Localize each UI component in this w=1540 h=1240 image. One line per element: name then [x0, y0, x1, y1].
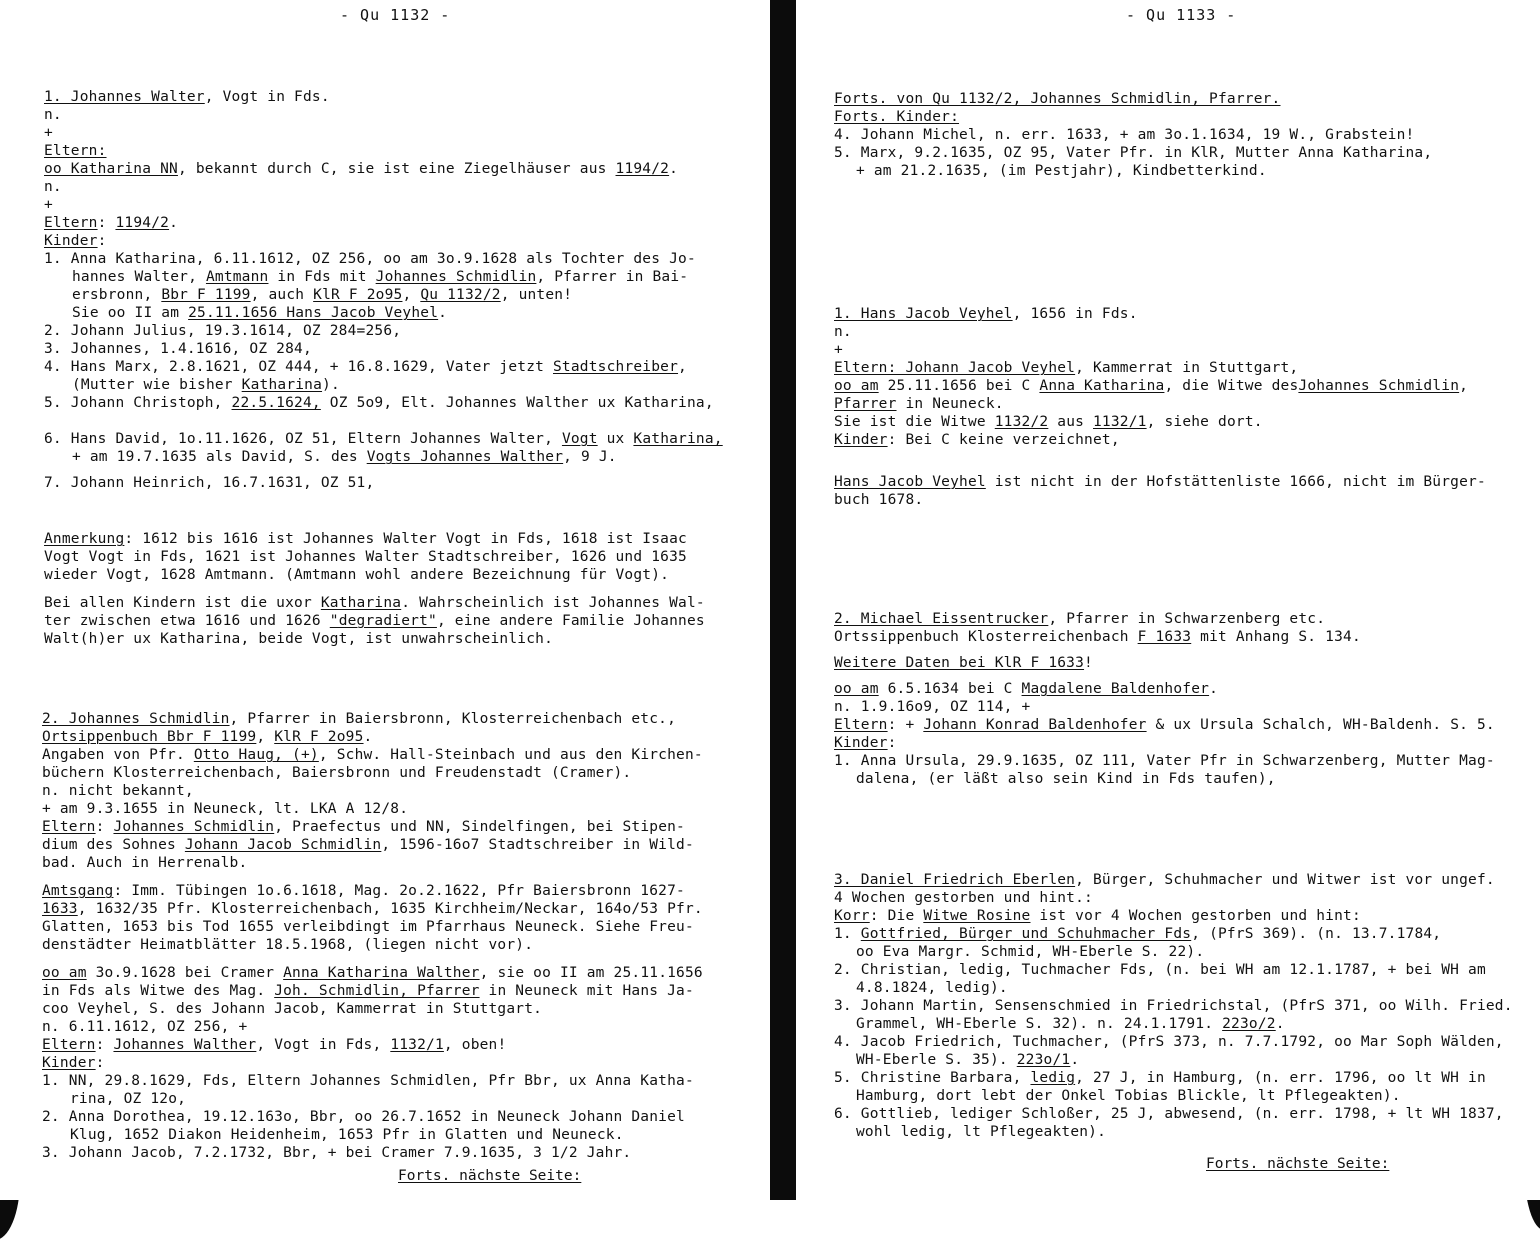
entry-daniel-friedrich-eberlen: [834, 871, 1513, 1141]
child-line: 6. Gottlieb, lediger Schloßer, 25 J, abwesend, (n. err. 1798, + lt WH 1837,: [834, 1106, 1504, 1122]
text-line: büchern Klosterreichenbach, Baiersbronn und Freudenstadt (Cramer).: [42, 765, 632, 781]
child-line: Grammel, WH-Eberle S. 32). n. 24.1.1791. 223o/2.: [856, 1016, 1285, 1032]
text-line: n. 1.9.16o9, OZ 114, +: [834, 699, 1031, 715]
page-header: - Qu 1132 -: [340, 6, 451, 24]
child-line: 3. Johannes, 1.4.1616, OZ 284,: [44, 341, 312, 357]
text-line: Eltern: Johann Jacob Veyhel, Kammerrat in Stuttgart,: [834, 360, 1299, 376]
page-footer: Forts. nächste Seite:: [1206, 1156, 1390, 1172]
child-line: 5. Johann Christoph, 22.5.1624, OZ 5o9, Elt. Johannes Walther ux Katharina,: [44, 395, 714, 411]
text-line: oo Katharina NN, bekannt durch C, sie ist eine Ziegelhäuser aus 1194/2.: [44, 161, 679, 177]
text-line: Kinder:: [42, 1055, 105, 1071]
book-gutter: [770, 0, 796, 1200]
text-line: Kinder:: [44, 233, 107, 249]
text-line: Ortssippenbuch Klosterreichenbach F 1633 mit Anhang S. 134.: [834, 629, 1361, 645]
child-line: WH-Eberle S. 35). 223o/1.: [856, 1052, 1080, 1068]
entry-title: 1. Johannes Walter, Vogt in Fds.: [44, 89, 330, 105]
text-line: ter zwischen etwa 1616 und 1626 "degradiert", eine andere Familie Johannes: [44, 613, 705, 629]
entry-hans-jacob-veyhel: [834, 305, 1486, 509]
spacer: [834, 672, 1495, 680]
child-line: 6. Hans David, 1o.11.1626, OZ 51, Eltern Johannes Walter, Vogt ux Katharina,: [44, 431, 723, 447]
text-line: Ortsippenbuch Bbr F 1199, KlR F 2o95.: [42, 729, 373, 745]
child-line: 1. Anna Ursula, 29.9.1635, OZ 111, Vater Pfr in Schwarzenberg, Mutter Mag-: [834, 753, 1495, 769]
spacer: [44, 412, 723, 430]
entry-title: 2. Johannes Schmidlin, Pfarrer in Baiersbronn, Klosterreichenbach etc.,: [42, 711, 677, 727]
page-footer: Forts. nächste Seite:: [398, 1168, 582, 1184]
child-line: 1. Gottfried, Bürger und Schuhmacher Fds, (PfrS 369). (n. 13.7.1784,: [834, 926, 1442, 942]
text-line: Bei allen Kindern ist die uxor Katharina. Wahrscheinlich ist Johannes Wal-: [44, 595, 705, 611]
text-line: Eltern:: [44, 143, 107, 159]
child-line: 4. Johann Michel, n. err. 1633, + am 3o.1.1634, 19 W., Grabstein!: [834, 127, 1415, 143]
text-line: denstädter Heimatblätter 18.5.1968, (liegen nicht vor).: [42, 937, 534, 953]
text-line: Anmerkung: 1612 bis 1616 ist Johannes Walter Vogt in Fds, 1618 ist Isaac: [44, 531, 687, 547]
child-line: 2. Christian, ledig, Tuchmacher Fds, (n. bei WH am 12.1.1787, + bei WH am: [834, 962, 1486, 978]
child-line: Hamburg, dort lebt der Onkel Tobias Blickle, lt Pflegeakten).: [856, 1088, 1401, 1104]
text-line: Walt(h)er ux Katharina, beide Vogt, ist unwahrscheinlich.: [44, 631, 553, 647]
right-page: [796, 0, 1540, 1200]
text-line: +: [834, 342, 843, 358]
child-line: 5. Christine Barbara, ledig, 27 J, in Hamburg, (n. err. 1796, oo lt WH in: [834, 1070, 1486, 1086]
text-line: Eltern: 1194/2.: [44, 215, 178, 231]
child-line: (Mutter wie bisher Katharina).: [72, 377, 340, 393]
entry-johannes-walter: [44, 88, 723, 492]
child-line: 1. NN, 29.8.1629, Fds, Eltern Johannes Schmidlen, Pfr Bbr, ux Anna Katha-: [42, 1073, 694, 1089]
text-line: Eltern: Johannes Schmidlin, Praefectus und NN, Sindelfingen, bei Stipen-: [42, 819, 685, 835]
child-line: 4. Jacob Friedrich, Tuchmacher, (PfrS 373, n. 7.7.1792, oo Mar Soph Wälden,: [834, 1034, 1504, 1050]
text-line: Eltern: + Johann Konrad Baldenhofer & ux Ursula Schalch, WH-Baldenh. S. 5.: [834, 717, 1495, 733]
note-block: [44, 530, 705, 648]
text-line: Forts. Kinder:: [834, 109, 960, 125]
entry-michael-eissentrucker: [834, 610, 1495, 788]
spacer: [42, 872, 703, 882]
text-line: Hans Jacob Veyhel ist nicht in der Hofstättenliste 1666, nicht im Bürger-: [834, 474, 1486, 490]
child-line: Klug, 1652 Diakon Heidenheim, 1653 Pfr in Glatten und Neuneck.: [70, 1127, 624, 1143]
child-line: ersbronn, Bbr F 1199, auch KlR F 2o95, Qu 1132/2, unten!: [72, 287, 573, 303]
child-line: 3. Johann Martin, Sensenschmied in Friedrichstal, (PfrS 371, oo Wilh. Fried.: [834, 998, 1513, 1014]
text-line: Kinder:: [834, 735, 897, 751]
text-line: buch 1678.: [834, 492, 924, 508]
spacer: [44, 466, 723, 474]
text-line: Kinder: Bei C keine verzeichnet,: [834, 432, 1120, 448]
text-line: Sie ist die Witwe 1132/2 aus 1132/1, siehe dort.: [834, 414, 1263, 430]
text-line: in Fds als Witwe des Mag. Joh. Schmidlin, Pfarrer in Neuneck mit Hans Ja-: [42, 983, 694, 999]
text-line: n. 6.11.1612, OZ 256, +: [42, 1019, 248, 1035]
text-line: Korr: Die Witwe Rosine ist vor 4 Wochen gestorben und hint:: [834, 908, 1361, 924]
child-line: + am 21.2.1635, (im Pestjahr), Kindbetterkind.: [856, 163, 1267, 179]
entry-johannes-schmidlin: [42, 710, 703, 1162]
spacer: [834, 646, 1495, 654]
child-line: oo Eva Margr. Schmid, WH-Eberle S. 22).: [856, 944, 1205, 960]
text-line: Amtsgang: Imm. Tübingen 1o.6.1618, Mag. 2o.2.1622, Pfr Baiersbronn 1627-: [42, 883, 685, 899]
text-line: oo am 6.5.1634 bei C Magdalene Baldenhofer.: [834, 681, 1219, 697]
child-line: + am 19.7.1635 als David, S. des Vogts Johannes Walther, 9 J.: [72, 449, 617, 465]
child-line: 4.8.1824, ledig).: [856, 980, 1008, 996]
child-line: rina, OZ 12o,: [70, 1091, 187, 1107]
text-line: n. nicht bekannt,: [42, 783, 194, 799]
text-line: n.: [44, 107, 62, 123]
child-line: Sie oo II am 25.11.1656 Hans Jacob Veyhel.: [72, 305, 448, 321]
text-line: 4 Wochen gestorben und hint.:: [834, 890, 1093, 906]
spacer: [44, 584, 705, 594]
spacer: [834, 449, 1486, 473]
child-line: wohl ledig, lt Pflegeakten).: [856, 1124, 1107, 1140]
text-line: dium des Sohnes Johann Jacob Schmidlin, 1596-16o7 Stadtschreiber in Wild-: [42, 837, 694, 853]
child-line: 7. Johann Heinrich, 16.7.1631, OZ 51,: [44, 475, 375, 491]
text-line: Forts. von Qu 1132/2, Johannes Schmidlin, Pfarrer.: [834, 91, 1281, 107]
child-line: hannes Walter, Amtmann in Fds mit Johannes Schmidlin, Pfarrer in Bai-: [72, 269, 689, 285]
left-page: [0, 0, 770, 1200]
spacer: [42, 954, 703, 964]
text-line: + am 9.3.1655 in Neuneck, lt. LKA A 12/8.: [42, 801, 409, 817]
child-line: dalena, (er läßt also sein Kind in Fds taufen),: [856, 771, 1276, 787]
entry-title: 1. Hans Jacob Veyhel, 1656 in Fds.: [834, 306, 1138, 322]
text-line: Angaben von Pfr. Otto Haug, (+), Schw. Hall-Steinbach und aus den Kirchen-: [42, 747, 703, 763]
text-line: Pfarrer in Neuneck.: [834, 396, 1004, 412]
text-line: n.: [834, 324, 852, 340]
continuation-block: [834, 90, 1432, 180]
text-line: oo am 25.11.1656 bei C Anna Katharina, die Witwe desJohannes Schmidlin,: [834, 378, 1469, 394]
child-line: 5. Marx, 9.2.1635, OZ 95, Vater Pfr. in KlR, Mutter Anna Katharina,: [834, 145, 1433, 161]
page-header: - Qu 1133 -: [1126, 6, 1237, 24]
text-line: +: [44, 125, 53, 141]
text-line: Vogt Vogt in Fds, 1621 ist Johannes Walter Stadtschreiber, 1626 und 1635: [44, 549, 687, 565]
entry-title: 2. Michael Eissentrucker, Pfarrer in Schwarzenberg etc.: [834, 611, 1326, 627]
text-line: oo am 3o.9.1628 bei Cramer Anna Katharina Walther, sie oo II am 25.11.1656: [42, 965, 703, 981]
text-line: n.: [44, 179, 62, 195]
text-line: 1633, 1632/35 Pfr. Klosterreichenbach, 1635 Kirchheim/Neckar, 164o/53 Pfr.: [42, 901, 703, 917]
text-line: +: [44, 197, 53, 213]
text-line: coo Veyhel, S. des Johann Jacob, Kammerrat in Stuttgart.: [42, 1001, 543, 1017]
entry-title: 3. Daniel Friedrich Eberlen, Bürger, Schuhmacher und Witwer ist vor ungef.: [834, 872, 1495, 888]
text-line: wieder Vogt, 1628 Amtmann. (Amtmann wohl andere Bezeichnung für Vogt).: [44, 567, 670, 583]
child-line: 1. Anna Katharina, 6.11.1612, OZ 256, oo am 3o.9.1628 als Tochter des Jo-: [44, 251, 696, 267]
child-line: 2. Johann Julius, 19.3.1614, OZ 284=256,: [44, 323, 402, 339]
text-line: Glatten, 1653 bis Tod 1655 verleibdingt im Pfarrhaus Neuneck. Siehe Freu-: [42, 919, 694, 935]
text-line: bad. Auch in Herrenalb.: [42, 855, 248, 871]
child-line: 2. Anna Dorothea, 19.12.163o, Bbr, oo 26.7.1652 in Neuneck Johann Daniel: [42, 1109, 685, 1125]
text-line: Weitere Daten bei KlR F 1633!: [834, 655, 1093, 671]
text-line: Eltern: Johannes Walther, Vogt in Fds, 1132/1, oben!: [42, 1037, 507, 1053]
child-line: 3. Johann Jacob, 7.2.1732, Bbr, + bei Cramer 7.9.1635, 3 1/2 Jahr.: [42, 1145, 632, 1161]
child-line: 4. Hans Marx, 2.8.1621, OZ 444, + 16.8.1629, Vater jetzt Stadtschreiber,: [44, 359, 687, 375]
